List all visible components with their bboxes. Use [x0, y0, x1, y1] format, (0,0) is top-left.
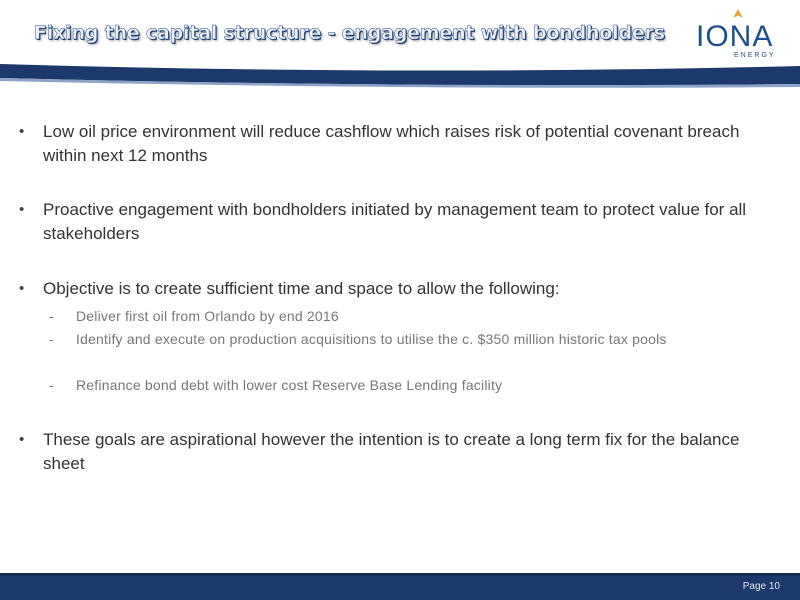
bullet-text: These goals are aspirational however the intention is to create a long term fix for the balance sheet — [43, 430, 740, 473]
bullet-text: Proactive engagement with bondholders initiated by management team to protect value for all stakeholders — [43, 200, 747, 243]
sub-bullet-marker: - — [49, 377, 54, 393]
sub-bullet-text: Deliver first oil from Orlando by end 2016 — [76, 308, 339, 324]
bullet-text: Objective is to create sufficient time and space to allow the following: — [43, 279, 560, 298]
sub-bullet-text: Refinance bond debt with lower cost Reserve Base Lending facility — [76, 377, 503, 393]
sub-bullet-text: Identify and execute on production acquisitions to utilise the c. $350 million historic tax pools — [76, 331, 667, 347]
footer-bar — [0, 573, 800, 600]
footer-accent-line — [0, 573, 800, 576]
sub-bullet-marker: - — [49, 308, 54, 324]
company-logo — [690, 8, 780, 64]
header-wave-band — [0, 62, 800, 90]
page-number: Page 10 — [742, 581, 780, 592]
logo-subtitle: ENERGY — [734, 52, 776, 59]
slide-title: Fixing the capital structure - engagement with bondholders — [34, 22, 665, 44]
bullet-marker: • — [19, 431, 25, 448]
bullet-marker: • — [19, 280, 25, 297]
logo-name: IONA — [696, 20, 774, 53]
bullet-text: Low oil price environment will reduce cashflow which raises risk of potential covenant breach within next 12 months — [43, 122, 740, 165]
bullet-marker: • — [19, 123, 25, 140]
sub-bullet-marker: - — [49, 331, 54, 347]
bullet-marker: • — [19, 201, 25, 218]
